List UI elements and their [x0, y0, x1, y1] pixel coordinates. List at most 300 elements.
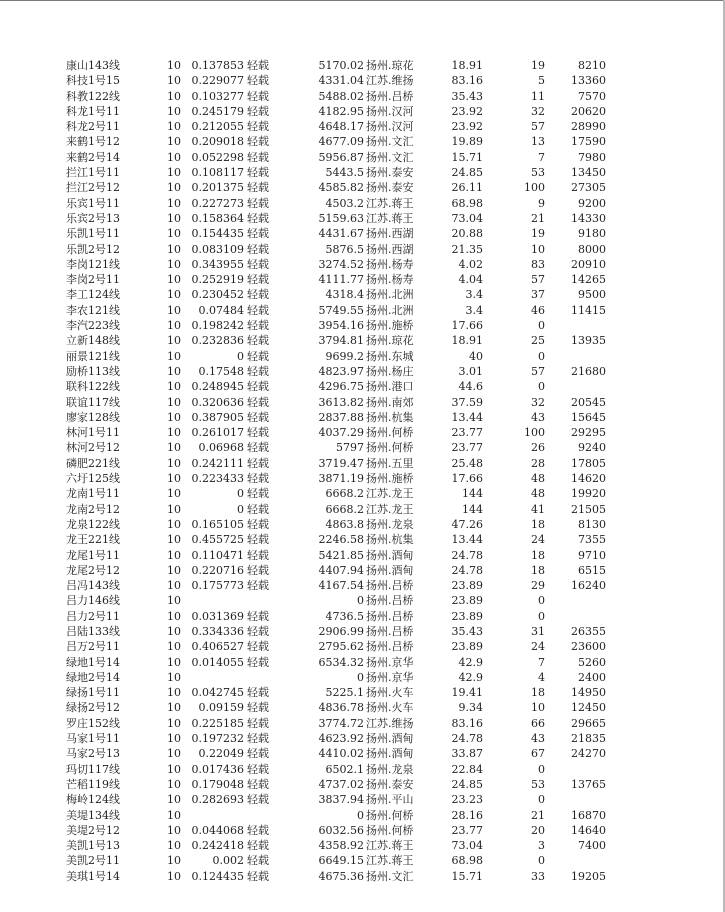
length-cell: 68.98 — [451, 196, 483, 210]
load-ratio-cell: 0.042745 — [191, 686, 244, 700]
capacity-cell: 9240 — [578, 441, 606, 455]
capacity-cell: 8210 — [578, 59, 606, 72]
line-name-cell: 乐宾2号13 — [66, 211, 120, 225]
amount-cell: 4585.82 — [318, 181, 364, 195]
substation-cell: 扬州.酒甸 — [366, 548, 414, 562]
load-status-cell: 轻载 — [247, 395, 269, 409]
capacity-cell: 27305 — [571, 181, 606, 195]
count-cell: 0 — [538, 762, 545, 776]
substation-cell: 扬州.施桥 — [366, 319, 414, 333]
table-row — [0, 792, 725, 807]
count-cell: 83 — [531, 257, 545, 271]
load-status-cell: 轻载 — [247, 869, 269, 883]
load-status-cell: 轻载 — [247, 624, 269, 638]
line-name-cell: 丽景121线 — [66, 349, 120, 363]
capacity-cell: 20545 — [571, 395, 606, 409]
line-name-cell: 立新148线 — [66, 334, 120, 348]
amount-cell: 4431.67 — [318, 227, 364, 241]
line-name-cell: 李岗2号11 — [66, 273, 120, 287]
load-status-cell: 轻载 — [247, 59, 269, 72]
table-row — [0, 716, 725, 731]
substation-cell: 扬州.龙泉 — [366, 762, 414, 776]
voltage-cell: 10 — [167, 89, 181, 103]
table-row — [0, 838, 725, 853]
length-cell: 144 — [462, 487, 483, 501]
table-row — [0, 700, 725, 715]
substation-cell: 江苏.蒋王 — [366, 854, 414, 868]
table-row — [0, 502, 725, 517]
capacity-cell: 7355 — [578, 533, 606, 547]
substation-cell: 江苏.蒋王 — [366, 196, 414, 210]
amount-cell: 4623.92 — [318, 732, 364, 746]
substation-cell: 扬州.汉河 — [366, 104, 414, 118]
load-status-cell: 轻载 — [247, 426, 269, 440]
line-name-cell: 龙王221线 — [66, 533, 120, 547]
amount-cell: 6668.2 — [325, 502, 364, 516]
length-cell: 23.92 — [451, 120, 483, 134]
amount-cell: 4407.94 — [318, 563, 364, 577]
count-cell: 5 — [538, 74, 545, 88]
count-cell: 100 — [524, 426, 545, 440]
count-cell: 33 — [531, 869, 545, 883]
voltage-cell: 10 — [167, 517, 181, 531]
table-row — [0, 150, 725, 165]
voltage-cell: 10 — [167, 777, 181, 791]
count-cell: 18 — [531, 517, 545, 531]
voltage-cell: 10 — [167, 869, 181, 883]
load-status-cell: 轻载 — [247, 854, 269, 868]
voltage-cell: 10 — [167, 686, 181, 700]
load-status-cell: 轻载 — [247, 319, 269, 333]
load-status-cell: 轻载 — [247, 410, 269, 424]
length-cell: 24.78 — [451, 563, 483, 577]
load-ratio-cell: 0.223433 — [191, 472, 244, 486]
amount-cell: 5421.85 — [318, 548, 364, 562]
length-cell: 73.04 — [451, 211, 483, 225]
length-cell: 24.85 — [451, 777, 483, 791]
substation-cell: 扬州.杭集 — [366, 533, 414, 547]
amount-cell: 4167.54 — [318, 579, 364, 593]
table-row — [0, 89, 725, 104]
line-name-cell: 乐凯2号12 — [66, 242, 120, 256]
capacity-cell: 19920 — [571, 487, 606, 501]
length-cell: 35.43 — [451, 624, 483, 638]
load-status-cell: 轻载 — [247, 686, 269, 700]
amount-cell: 4331.04 — [318, 74, 364, 88]
load-ratio-cell: 0.103277 — [191, 89, 244, 103]
load-ratio-cell: 0.201375 — [191, 181, 244, 195]
amount-cell: 6502.1 — [325, 762, 364, 776]
load-status-cell: 轻载 — [247, 364, 269, 378]
count-cell: 13 — [531, 135, 545, 149]
table-row — [0, 670, 725, 685]
load-ratio-cell: 0.124435 — [191, 869, 244, 883]
line-name-cell: 龙尾2号12 — [66, 563, 120, 577]
length-cell: 24.78 — [451, 548, 483, 562]
voltage-cell: 10 — [167, 257, 181, 271]
substation-cell: 扬州.杨寿 — [366, 273, 414, 287]
table-row — [0, 624, 725, 639]
capacity-cell: 6515 — [578, 563, 606, 577]
load-ratio-cell: 0.108117 — [191, 166, 244, 180]
amount-cell: 4677.09 — [318, 135, 364, 149]
load-ratio-cell: 0.179048 — [191, 777, 244, 791]
load-ratio-cell: 0.154435 — [191, 227, 244, 241]
count-cell: 4 — [538, 670, 545, 684]
length-cell: 17.66 — [451, 472, 483, 486]
capacity-cell: 19205 — [571, 869, 606, 883]
load-ratio-cell: 0.175773 — [191, 579, 244, 593]
voltage-cell: 10 — [167, 854, 181, 868]
amount-cell: 5956.87 — [318, 150, 364, 164]
line-name-cell: 美凯1号13 — [66, 839, 120, 853]
top-border — [0, 0, 725, 1]
load-ratio-cell: 0.198242 — [191, 319, 244, 333]
length-cell: 83.16 — [451, 716, 483, 730]
load-ratio-cell: 0.343955 — [191, 257, 244, 271]
voltage-cell: 10 — [167, 334, 181, 348]
table-row — [0, 777, 725, 792]
substation-cell: 扬州.南郊 — [366, 395, 414, 409]
load-status-cell: 轻载 — [247, 211, 269, 225]
table-row — [0, 287, 725, 302]
length-cell: 17.66 — [451, 319, 483, 333]
substation-cell: 扬州.施桥 — [366, 472, 414, 486]
length-cell: 73.04 — [451, 839, 483, 853]
length-cell: 23.89 — [451, 594, 483, 608]
amount-cell: 4675.36 — [318, 869, 364, 883]
voltage-cell: 10 — [167, 487, 181, 501]
capacity-cell: 13765 — [571, 777, 606, 791]
load-status-cell: 轻载 — [247, 242, 269, 256]
line-name-cell: 玛切117线 — [66, 762, 120, 776]
amount-cell: 0 — [357, 670, 364, 684]
load-status-cell: 轻载 — [247, 762, 269, 776]
line-name-cell: 美堤2号12 — [66, 823, 120, 837]
line-name-cell: 林河2号12 — [66, 441, 120, 455]
count-cell: 100 — [524, 181, 545, 195]
voltage-cell: 10 — [167, 288, 181, 302]
count-cell: 7 — [538, 150, 545, 164]
table-row — [0, 486, 725, 501]
amount-cell: 6534.32 — [318, 655, 364, 669]
substation-cell: 扬州.杨庄 — [366, 364, 414, 378]
substation-cell: 江苏.龙王 — [366, 487, 414, 501]
table-row — [0, 303, 725, 318]
table-row — [0, 823, 725, 838]
load-status-cell: 轻载 — [247, 334, 269, 348]
table-row — [0, 440, 725, 455]
length-cell: 19.41 — [451, 686, 483, 700]
substation-cell: 扬州.文汇 — [366, 135, 414, 149]
load-ratio-cell: 0.031369 — [191, 609, 244, 623]
voltage-cell: 10 — [167, 319, 181, 333]
substation-cell: 扬州.港口 — [366, 380, 414, 394]
voltage-cell: 10 — [167, 793, 181, 807]
amount-cell: 6032.56 — [318, 823, 364, 837]
table-row — [0, 471, 725, 486]
count-cell: 48 — [531, 472, 545, 486]
capacity-cell: 29665 — [571, 716, 606, 730]
amount-cell: 5488.02 — [318, 89, 364, 103]
line-name-cell: 梅岭124线 — [66, 793, 120, 807]
table-row — [0, 58, 725, 73]
count-cell: 9 — [538, 196, 545, 210]
substation-cell: 扬州.吕桥 — [366, 579, 414, 593]
table-row — [0, 333, 725, 348]
load-status-cell: 轻载 — [247, 181, 269, 195]
load-ratio-cell: 0 — [237, 349, 244, 363]
load-status-cell: 轻载 — [247, 533, 269, 547]
voltage-cell: 10 — [167, 472, 181, 486]
load-ratio-cell: 0.165105 — [191, 517, 244, 531]
table-row — [0, 685, 725, 700]
count-cell: 0 — [538, 609, 545, 623]
capacity-cell: 17590 — [571, 135, 606, 149]
substation-cell: 扬州.何桥 — [366, 808, 414, 822]
substation-cell: 扬州.泰安 — [366, 166, 414, 180]
amount-cell: 4503.2 — [325, 196, 364, 210]
capacity-cell: 29295 — [571, 426, 606, 440]
voltage-cell: 10 — [167, 196, 181, 210]
table-row — [0, 134, 725, 149]
load-status-cell: 轻载 — [247, 456, 269, 470]
substation-cell: 扬州.琼花 — [366, 59, 414, 72]
table-row — [0, 211, 725, 226]
length-cell: 15.71 — [451, 150, 483, 164]
table-row — [0, 395, 725, 410]
capacity-cell: 9710 — [578, 548, 606, 562]
line-name-cell: 来鹤2号14 — [66, 150, 120, 164]
load-ratio-cell: 0.230452 — [191, 288, 244, 302]
capacity-cell: 14640 — [571, 823, 606, 837]
amount-cell: 4823.97 — [318, 364, 364, 378]
table-row — [0, 456, 725, 471]
amount-cell: 3774.72 — [318, 716, 364, 730]
amount-cell: 0 — [357, 808, 364, 822]
substation-cell: 扬州.吕桥 — [366, 624, 414, 638]
count-cell: 43 — [531, 732, 545, 746]
line-name-cell: 吕力146线 — [66, 594, 120, 608]
length-cell: 4.02 — [458, 257, 483, 271]
amount-cell: 4296.75 — [318, 380, 364, 394]
table-row — [0, 242, 725, 257]
load-ratio-cell: 0.110471 — [191, 548, 244, 562]
load-status-cell: 轻载 — [247, 839, 269, 853]
table-row — [0, 410, 725, 425]
length-cell: 15.71 — [451, 869, 483, 883]
voltage-cell: 10 — [167, 364, 181, 378]
line-name-cell: 马家2号13 — [66, 747, 120, 761]
amount-cell: 5170.02 — [318, 59, 364, 72]
amount-cell: 9699.2 — [325, 349, 364, 363]
length-cell: 47.26 — [451, 517, 483, 531]
substation-cell: 扬州.泰安 — [366, 777, 414, 791]
load-ratio-cell: 0.06968 — [198, 441, 244, 455]
data-sheet — [0, 58, 725, 884]
load-status-cell: 轻载 — [247, 273, 269, 287]
table-row — [0, 762, 725, 777]
table-row — [0, 517, 725, 532]
length-cell: 3.01 — [458, 364, 483, 378]
line-name-cell: 联谊117线 — [66, 395, 120, 409]
load-ratio-cell: 0.083109 — [191, 242, 244, 256]
voltage-cell: 10 — [167, 120, 181, 134]
line-name-cell: 科龙2号11 — [66, 120, 120, 134]
substation-cell: 扬州.北洲 — [366, 303, 414, 317]
table-row — [0, 119, 725, 134]
line-name-cell: 绿扬2号12 — [66, 701, 120, 715]
voltage-cell: 10 — [167, 655, 181, 669]
load-ratio-cell: 0.248945 — [191, 380, 244, 394]
amount-cell: 3794.81 — [318, 334, 364, 348]
load-status-cell: 轻载 — [247, 823, 269, 837]
table-row — [0, 808, 725, 823]
table-row — [0, 731, 725, 746]
voltage-cell: 10 — [167, 808, 181, 822]
load-ratio-cell: 0.406527 — [191, 640, 244, 654]
length-cell: 26.11 — [451, 181, 483, 195]
count-cell: 25 — [531, 334, 545, 348]
count-cell: 24 — [531, 533, 545, 547]
voltage-cell: 10 — [167, 150, 181, 164]
voltage-cell: 10 — [167, 426, 181, 440]
count-cell: 28 — [531, 456, 545, 470]
load-ratio-cell: 0.229077 — [191, 74, 244, 88]
capacity-cell: 23600 — [571, 640, 606, 654]
count-cell: 48 — [531, 487, 545, 501]
substation-cell: 扬州.吕桥 — [366, 594, 414, 608]
capacity-cell: 20910 — [571, 257, 606, 271]
count-cell: 57 — [531, 120, 545, 134]
line-name-cell: 美堤134线 — [66, 808, 120, 822]
table-row — [0, 180, 725, 195]
length-cell: 33.87 — [451, 747, 483, 761]
substation-cell: 扬州.何桥 — [366, 441, 414, 455]
count-cell: 18 — [531, 563, 545, 577]
length-cell: 42.9 — [458, 670, 483, 684]
line-name-cell: 吕陆133线 — [66, 624, 120, 638]
amount-cell: 5443.5 — [325, 166, 364, 180]
load-ratio-cell: 0.242418 — [191, 839, 244, 853]
amount-cell: 3871.19 — [318, 472, 364, 486]
voltage-cell: 10 — [167, 211, 181, 225]
capacity-cell: 7980 — [578, 150, 606, 164]
count-cell: 37 — [531, 288, 545, 302]
capacity-cell: 7400 — [578, 839, 606, 853]
substation-cell: 江苏.维扬 — [366, 74, 414, 88]
load-ratio-cell: 0.002 — [212, 854, 244, 868]
count-cell: 19 — [531, 227, 545, 241]
load-status-cell: 轻载 — [247, 196, 269, 210]
amount-cell: 6668.2 — [325, 487, 364, 501]
capacity-cell: 21505 — [571, 502, 606, 516]
capacity-cell: 13360 — [571, 74, 606, 88]
count-cell: 24 — [531, 640, 545, 654]
load-ratio-cell: 0.245179 — [191, 104, 244, 118]
load-ratio-cell: 0.320636 — [191, 395, 244, 409]
load-status-cell: 轻载 — [247, 104, 269, 118]
load-ratio-cell: 0.227273 — [191, 196, 244, 210]
capacity-cell: 16870 — [571, 808, 606, 822]
amount-cell: 4182.95 — [318, 104, 364, 118]
table-row — [0, 73, 725, 88]
length-cell: 23.89 — [451, 640, 483, 654]
voltage-cell: 10 — [167, 456, 181, 470]
count-cell: 0 — [538, 319, 545, 333]
capacity-cell: 13450 — [571, 166, 606, 180]
voltage-cell: 10 — [167, 701, 181, 715]
count-cell: 18 — [531, 686, 545, 700]
length-cell: 83.16 — [451, 74, 483, 88]
line-name-cell: 吕力2号11 — [66, 609, 120, 623]
load-status-cell: 轻载 — [247, 227, 269, 241]
load-status-cell: 轻载 — [247, 793, 269, 807]
length-cell: 40 — [469, 349, 483, 363]
substation-cell: 扬州.吕桥 — [366, 640, 414, 654]
amount-cell: 5749.55 — [318, 303, 364, 317]
line-name-cell: 拦江2号12 — [66, 181, 120, 195]
count-cell: 53 — [531, 777, 545, 791]
substation-cell: 江苏.维扬 — [366, 716, 414, 730]
voltage-cell: 10 — [167, 823, 181, 837]
load-status-cell: 轻载 — [247, 349, 269, 363]
length-cell: 23.77 — [451, 426, 483, 440]
load-status-cell: 轻载 — [247, 502, 269, 516]
table-row — [0, 349, 725, 364]
length-cell: 24.78 — [451, 732, 483, 746]
amount-cell: 2906.99 — [318, 624, 364, 638]
load-status-cell: 轻载 — [247, 257, 269, 271]
capacity-cell: 16240 — [571, 579, 606, 593]
load-status-cell: 轻载 — [247, 472, 269, 486]
amount-cell: 5225.1 — [325, 686, 364, 700]
load-status-cell: 轻载 — [247, 579, 269, 593]
load-ratio-cell: 0.387905 — [191, 410, 244, 424]
table-row — [0, 425, 725, 440]
count-cell: 0 — [538, 854, 545, 868]
load-ratio-cell: 0.225185 — [191, 716, 244, 730]
capacity-cell: 8000 — [578, 242, 606, 256]
capacity-cell: 12450 — [571, 701, 606, 715]
count-cell: 46 — [531, 303, 545, 317]
capacity-cell: 2400 — [578, 670, 606, 684]
length-cell: 23.89 — [451, 579, 483, 593]
load-status-cell: 轻载 — [247, 609, 269, 623]
voltage-cell: 10 — [167, 166, 181, 180]
count-cell: 67 — [531, 747, 545, 761]
length-cell: 35.43 — [451, 89, 483, 103]
table-row — [0, 609, 725, 624]
amount-cell: 5797 — [336, 441, 364, 455]
load-ratio-cell: 0.242111 — [191, 456, 244, 470]
load-ratio-cell: 0.232836 — [191, 334, 244, 348]
load-status-cell: 轻载 — [247, 150, 269, 164]
line-name-cell: 来鹤1号12 — [66, 135, 120, 149]
line-name-cell: 龙泉122线 — [66, 517, 120, 531]
load-ratio-cell: 0.158364 — [191, 211, 244, 225]
substation-cell: 扬州.泰安 — [366, 181, 414, 195]
line-name-cell: 龙南2号12 — [66, 502, 120, 516]
line-name-cell: 绿地1号14 — [66, 655, 120, 669]
count-cell: 21 — [531, 211, 545, 225]
load-status-cell: 轻载 — [247, 563, 269, 577]
substation-cell: 江苏.龙王 — [366, 502, 414, 516]
length-cell: 42.9 — [458, 655, 483, 669]
line-name-cell: 乐凯1号11 — [66, 227, 120, 241]
length-cell: 20.88 — [451, 227, 483, 241]
voltage-cell: 10 — [167, 563, 181, 577]
